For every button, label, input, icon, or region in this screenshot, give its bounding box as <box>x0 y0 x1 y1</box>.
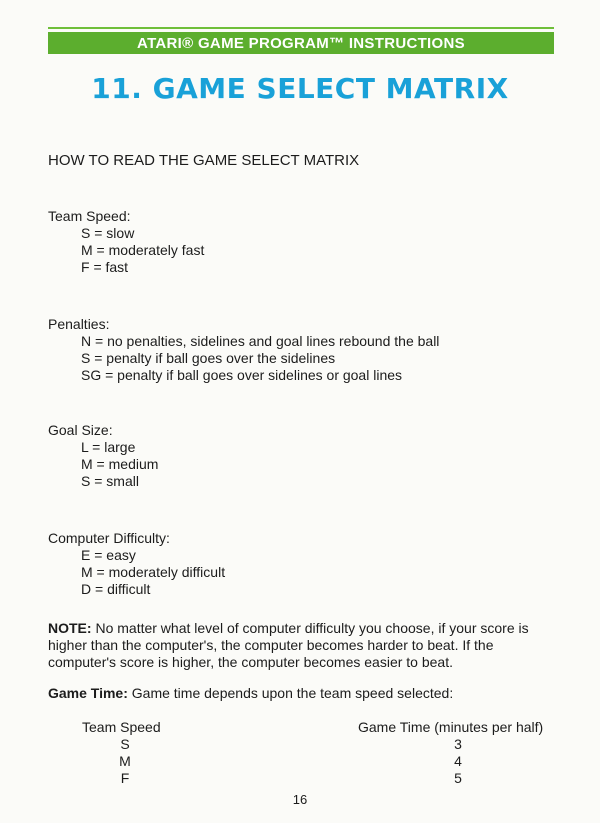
note-label: NOTE: <box>48 620 92 636</box>
goal-size-option: M = medium <box>81 456 159 472</box>
game-time-line <box>48 685 453 701</box>
game-time-text: Game time depends upon the team speed selected: <box>131 685 454 701</box>
note-paragraph <box>48 620 558 671</box>
difficulty-label: Computer Difficulty: <box>48 530 170 546</box>
section-heading: HOW TO READ THE GAME SELECT MATRIX <box>48 152 360 169</box>
difficulty-option: M = moderately difficult <box>81 564 226 580</box>
game-time-label: Game Time: <box>48 685 128 701</box>
difficulty-option: D = difficult <box>81 581 151 597</box>
difficulty-section <box>48 530 225 598</box>
team-speed-option: S = slow <box>81 225 135 241</box>
table-header-game-time: Game Time (minutes per half) <box>358 719 544 735</box>
note-text: No matter what level of computer difficulty you choose, if your score is higher than the computer's, the computer becomes harder to beat. If the computer's score is higher, the computer becomes easier to beat. <box>48 620 529 670</box>
banner-top-rule <box>48 27 554 29</box>
team-speed-section <box>48 208 204 276</box>
goal-size-label: Goal Size: <box>48 422 113 438</box>
banner: ATARI® GAME PROGRAM™ INSTRUCTIONS <box>48 32 554 54</box>
table-cell-speed: F <box>120 770 130 786</box>
table-cell-time: 4 <box>454 753 462 769</box>
team-speed-option: M = moderately fast <box>81 242 205 258</box>
penalties-option: S = penalty if ball goes over the sidelines <box>81 350 336 366</box>
table-cell-speed: M <box>119 753 131 769</box>
penalties-option: N = no penalties, sidelines and goal lines rebound the ball <box>81 333 440 349</box>
team-speed-label: Team Speed: <box>48 208 131 224</box>
goal-size-option: L = large <box>81 439 136 455</box>
table-header-team-speed: Team Speed <box>82 719 161 735</box>
penalties-label: Penalties: <box>48 316 110 332</box>
table-cell-time: 3 <box>454 736 462 752</box>
team-speed-option: F = fast <box>81 259 129 275</box>
table-cell-speed: S <box>120 736 130 752</box>
goal-size-option: S = small <box>81 473 139 489</box>
page-number: 16 <box>292 792 308 807</box>
page-title: 11. GAME SELECT MATRIX <box>91 72 509 105</box>
goal-size-section <box>48 422 158 490</box>
penalties-section <box>48 316 439 384</box>
penalties-option: SG = penalty if ball goes over sidelines or goal lines <box>81 367 403 383</box>
difficulty-option: E = easy <box>81 547 136 563</box>
table-cell-time: 5 <box>454 770 462 786</box>
